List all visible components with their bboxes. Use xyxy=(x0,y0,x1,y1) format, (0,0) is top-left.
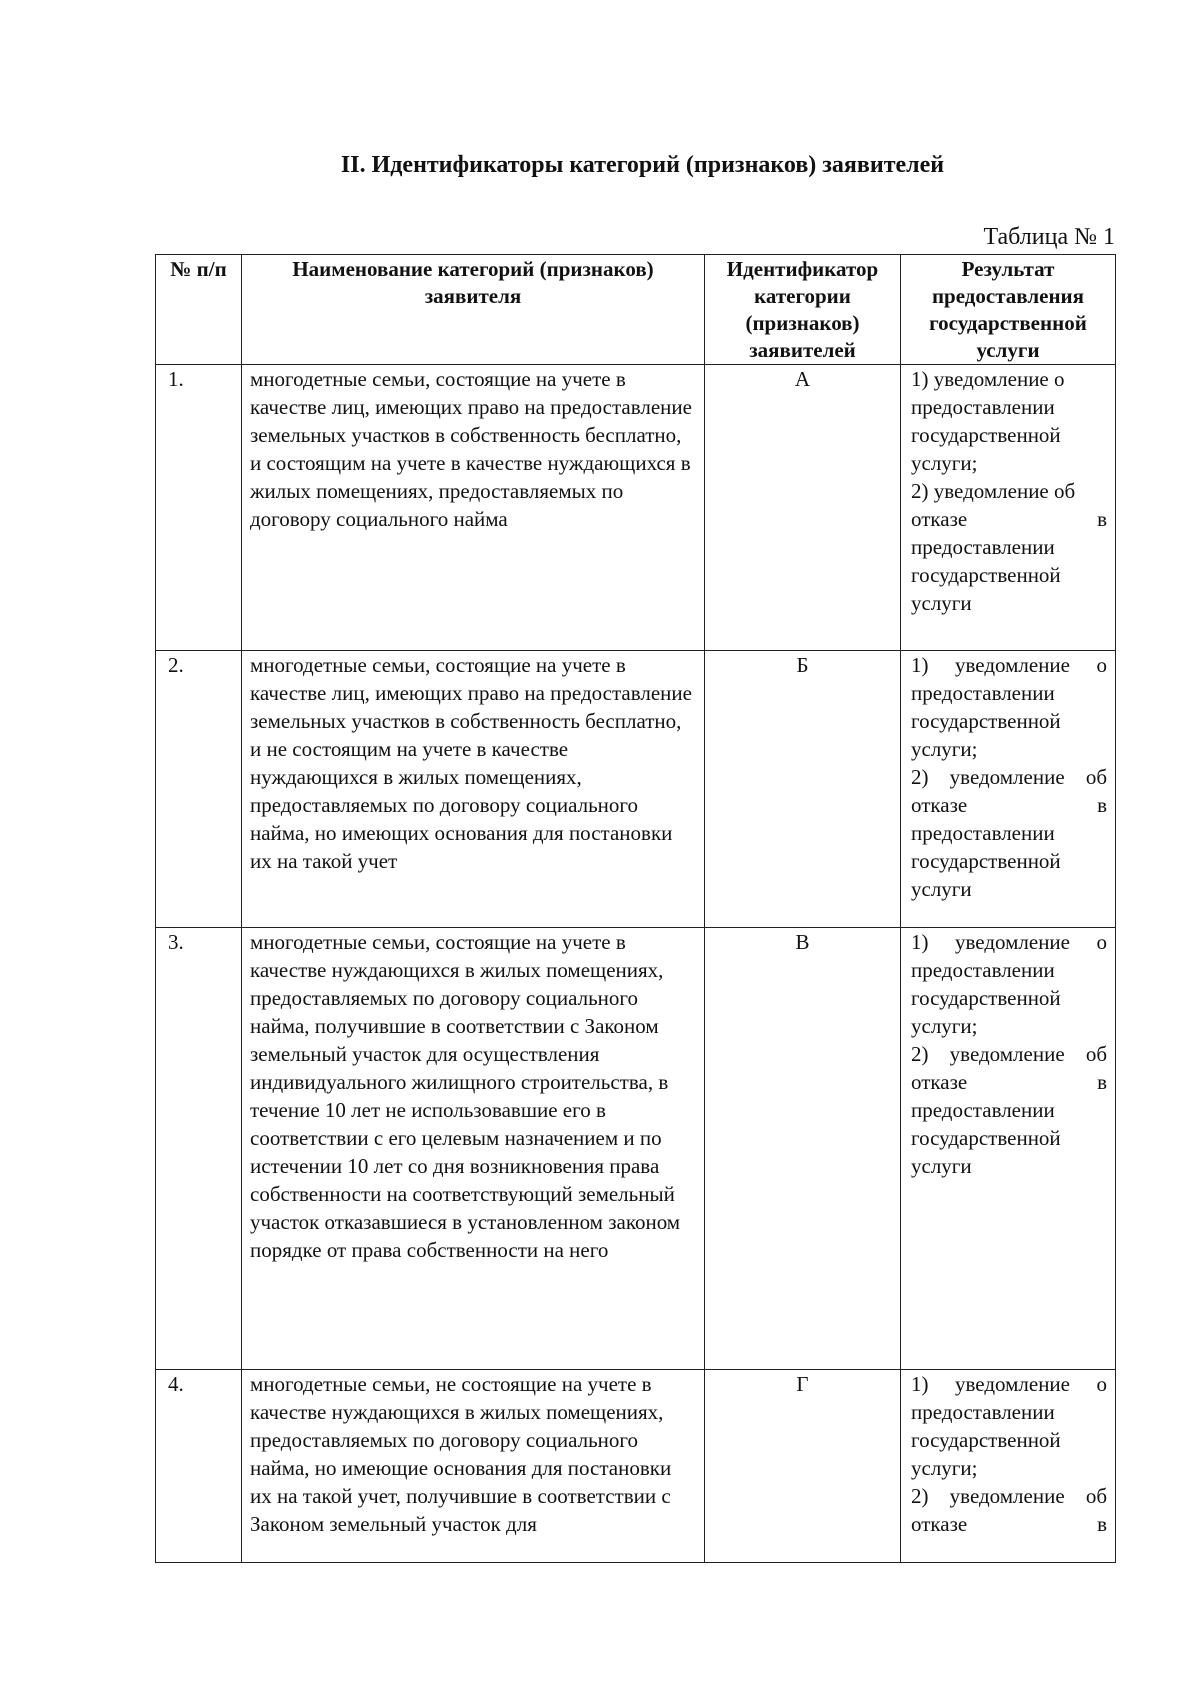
result-item-1: 1) уведомление о xyxy=(911,1372,1107,1396)
header-category-id: Идентификатор категории (признаков) заявителей xyxy=(705,255,901,365)
result-item-2: 2) уведомление об xyxy=(911,1042,1107,1066)
applicant-categories-table xyxy=(155,254,1116,1563)
result-item-1-cont: предоставлении государственной услуги; xyxy=(911,1400,1061,1480)
result-item-1: 1) уведомление о xyxy=(911,653,1107,677)
result-item-1: 1) уведомление о xyxy=(911,930,1107,954)
row-number: 2. xyxy=(156,651,242,928)
table-row xyxy=(156,928,1116,1370)
category-id: Г xyxy=(705,1370,901,1563)
table-caption: Таблица № 1 xyxy=(983,224,1115,250)
row-number: 3. xyxy=(156,928,242,1370)
page-title: II. Идентификаторы категорий (признаков) заявителей xyxy=(340,152,945,178)
result-item-1-cont: предоставлении государственной услуги; xyxy=(911,681,1061,761)
row-number: 4. xyxy=(156,1370,242,1563)
table-row xyxy=(156,365,1116,651)
result-item-2-cont: отказе в xyxy=(911,793,1107,817)
result-item-2-cont: отказе в xyxy=(911,1070,1107,1094)
result-item-1: 1) уведомление о xyxy=(911,367,1065,391)
category-id: Б xyxy=(705,651,901,928)
category-name: многодетные семьи, состоящие на учете в качестве нуждающихся в жилых помещениях, предоставляемых по договору социального найма, получившие в соответствии с Законом земельный участок для осуществления индивидуального жилищного строительства, в течение 10 лет не использовавшие его в соответствии с его целевым назначением и по истечении 10 лет со дня возникновения права собственности на соответствующий земельный участок отказавшиеся в установленном законом порядке от права собственности на него xyxy=(242,928,705,1370)
service-result xyxy=(901,365,1116,651)
result-item-2-cont: отказе в xyxy=(911,1512,1107,1536)
category-id: А xyxy=(705,365,901,651)
result-item-2-end: предоставлении государственной услуги xyxy=(911,535,1061,615)
table-row xyxy=(156,651,1116,928)
header-category-name: Наименование категорий (признаков) заявителя xyxy=(242,255,705,365)
result-item-2-end: предоставлении государственной услуги xyxy=(911,821,1061,901)
result-item-1-cont: предоставлении государственной услуги; xyxy=(911,395,1061,475)
service-result xyxy=(901,928,1116,1370)
service-result xyxy=(901,1370,1116,1563)
category-id: В xyxy=(705,928,901,1370)
category-name: многодетные семьи, не состоящие на учете в качестве нуждающихся в жилых помещениях, предоставляемых по договору социального найма, но имеющие основания для постановки их на такой учет, получившие в соответствии с Законом земельный участок для xyxy=(242,1370,705,1563)
service-result xyxy=(901,651,1116,928)
category-name: многодетные семьи, состоящие на учете в качестве лиц, имеющих право на предоставление земельных участков в собственность бесплатно, и состоящим на учете в качестве нуждающихся в жилых помещениях, предоставляемых по договору социального найма xyxy=(242,365,705,651)
result-item-2: 2) уведомление об xyxy=(911,1484,1107,1508)
result-item-1-cont: предоставлении государственной услуги; xyxy=(911,958,1061,1038)
header-result: Результат предоставления государственной услуги xyxy=(901,255,1116,365)
table-header-row xyxy=(156,255,1116,365)
row-number: 1. xyxy=(156,365,242,651)
result-item-2-end: предоставлении государственной услуги xyxy=(911,1098,1061,1178)
result-item-2: 2) уведомление об xyxy=(911,479,1076,503)
header-number: № п/п xyxy=(156,255,242,365)
result-item-2-cont: отказе в xyxy=(911,507,1107,531)
result-item-2: 2) уведомление об xyxy=(911,765,1107,789)
table-row xyxy=(156,1370,1116,1563)
category-name: многодетные семьи, состоящие на учете в качестве лиц, имеющих право на предоставление земельных участков в собственность бесплатно, и не состоящим на учете в качестве нуждающихся в жилых помещениях, предоставляемых по договору социального найма, но имеющих основания для постановки их на такой учет xyxy=(242,651,705,928)
